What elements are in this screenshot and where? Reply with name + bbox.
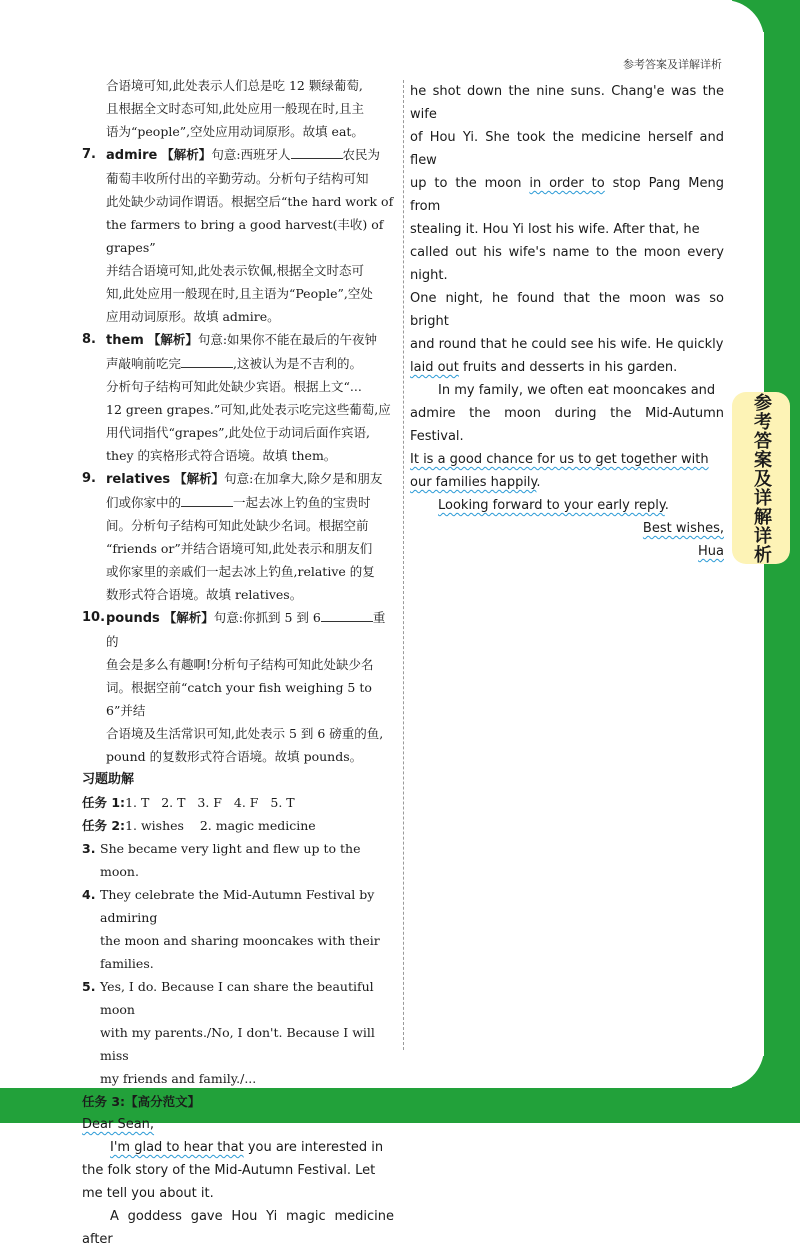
essay-paragraph-1	[82, 1136, 394, 1159]
item-line: 间。分析句子结构可知此处缺少名词。根据空前	[106, 518, 369, 533]
essay-text: .	[536, 475, 541, 490]
useful-phrase: I'm glad to hear that	[110, 1140, 244, 1155]
intro-line: 且根据全文时态可知,此处应用一般现在时,且主	[106, 101, 364, 116]
answer-item-7	[82, 143, 394, 328]
item-line: 鱼会是多么有趣啊!分析句子结构可知此处缺少名	[106, 657, 374, 672]
intro-line: 语为“people”,空处应用动词原形。故填 eat。	[106, 124, 364, 139]
item-line: 词。根据空前“catch your fish weighing 5 to 6”并结	[106, 680, 372, 718]
page-header-title: 参考答案及详解详析	[623, 58, 722, 71]
essay-signoff	[410, 517, 724, 540]
item-line: the moon and sharing mooncakes with their families.	[100, 933, 380, 971]
useful-phrase: Looking forward to your early reply	[438, 498, 665, 513]
item-text: 句意:西班牙人	[211, 147, 291, 162]
signoff-text: Best wishes,	[642, 521, 724, 536]
fill-blank	[321, 607, 373, 622]
right-column	[410, 80, 724, 563]
task-answers: 1. T 2. T 3. F 4. F 5. T	[125, 795, 295, 810]
item-number: 8.	[82, 332, 96, 347]
item-first-line	[106, 328, 394, 352]
task-label: 任务 1:	[82, 795, 126, 810]
task-2	[82, 814, 394, 837]
item-line: 葡萄丰收所付出的辛勤劳动。分析句子结构可知	[106, 171, 369, 186]
fill-blank	[181, 492, 233, 507]
intro-line: 合语境可知,此处表示人们总是吃 12 颗绿葡萄,	[106, 78, 363, 93]
useful-phrase: laid out	[410, 360, 459, 375]
essay-text: up to the moon	[410, 176, 530, 191]
item-line: 并结合语境可知,此处表示钦佩,根据全文时态可	[106, 263, 364, 278]
essay-closing	[410, 494, 724, 517]
essay-text: fruits and desserts in his garden.	[458, 360, 678, 375]
useful-phrase: our families happily	[410, 475, 537, 490]
fill-blank	[181, 353, 233, 368]
item-answer: pounds	[106, 611, 160, 626]
item-number: 5.	[82, 979, 96, 994]
item-text: 重的	[106, 610, 386, 649]
item-number: 3.	[82, 841, 96, 856]
answer-item-8	[82, 328, 394, 467]
analysis-tag: 【解析】	[163, 610, 214, 625]
task-label: 任务 2:	[82, 818, 126, 833]
essay-text: .	[664, 498, 669, 513]
analysis-tag: 【解析】	[161, 147, 212, 162]
section-title: 习题助解	[82, 772, 135, 787]
essay-line	[410, 448, 724, 471]
essay-line	[410, 172, 724, 218]
item-line: with my parents./No, I don't. Because I will miss	[100, 1025, 375, 1063]
item-number: 10.	[82, 610, 106, 625]
item-answer: relatives	[106, 472, 171, 487]
analysis-tag: 【解析】	[174, 471, 225, 486]
task-2-item-3	[82, 837, 394, 883]
item-answer: admire	[106, 148, 158, 163]
item-line: They celebrate the Mid-Autumn Festival by admiring	[100, 887, 375, 925]
essay-line	[410, 471, 724, 494]
analysis-tag: 【解析】	[147, 332, 198, 347]
signature-name: Hua	[698, 544, 724, 559]
useful-phrase: It is a good chance for us to get together with	[410, 452, 709, 467]
item-line: 数形式符合语境。故填 relatives。	[106, 587, 303, 602]
fill-blank	[291, 144, 343, 159]
task-3	[82, 1090, 394, 1113]
item-line: 用代词指代“grapes”,此处位于动词后面作宾语,	[106, 425, 370, 440]
task-1	[82, 791, 394, 814]
item-first-line	[106, 467, 394, 491]
item-number: 9.	[82, 471, 96, 486]
item-line: Yes, I do. Because I can share the beautiful moon	[100, 979, 374, 1017]
item-line: 应用动词原形。故填 admire。	[106, 309, 280, 324]
item-text: 声敲响前吃完	[106, 356, 182, 371]
answer-item-10	[82, 606, 394, 768]
item-line	[106, 491, 394, 514]
item-line: 合语境及生活常识可知,此处表示 5 到 6 磅重的鱼,	[106, 726, 384, 741]
essay-greeting	[82, 1113, 394, 1136]
item-text: 句意:你抓到 5 到 6	[213, 610, 321, 625]
item-text: 句意:在加拿大,除夕是和朋友	[224, 471, 383, 486]
item-text: 一起去冰上钓鱼的宝贵时	[233, 495, 371, 510]
side-tab-label: 参考答案及详解详析	[751, 392, 772, 564]
essay-paragraph-3: In my family, we often eat mooncakes and	[438, 383, 716, 398]
model-essay-start	[82, 1113, 394, 1251]
item-number: 4.	[82, 887, 96, 902]
item-answer: them	[106, 333, 144, 348]
task-2-item-5	[82, 975, 394, 1090]
item-line: they 的宾格形式符合语境。故填 them。	[106, 448, 337, 463]
item-line: 此处缺少动词作谓语。根据空后“the hard work of	[106, 194, 394, 209]
item-line: 分析句子结构可知此处缺少宾语。根据上文“...	[106, 379, 362, 394]
essay-line: stealing it. Hou Yi lost his wife. After that, he	[410, 222, 700, 237]
item-line: 或你家里的亲戚们一起去冰上钓鱼,relative 的复	[106, 564, 375, 579]
essay-line: One night, he found that the moon was so bright	[410, 291, 724, 329]
essay-text: you are interested in	[243, 1140, 384, 1155]
essay-line: the folk story of the Mid-Autumn Festival. Let	[82, 1163, 376, 1178]
column-divider	[403, 80, 404, 1050]
essay-text: stop Pang Meng from	[410, 176, 724, 214]
essay-line: called out his wife's name to the moon every night.	[410, 245, 724, 283]
model-essay-tag: 【高分范文】	[125, 1094, 201, 1109]
essay-line: me tell you about it.	[82, 1186, 214, 1201]
task-answers: 1. wishes 2. magic medicine	[125, 818, 316, 833]
item-line: the farmers to bring a good harvest(丰收) of grapes”	[106, 217, 384, 255]
item-line: “friends or”并结合语境可知,此处表示和朋友们	[106, 541, 373, 556]
essay-signature	[410, 540, 724, 563]
essay-line: of Hou Yi. She took the medicine herself and flew	[410, 130, 724, 168]
item-line: 知,此处应用一般现在时,且主语为“People”,空处	[106, 286, 373, 301]
essay-line: admire the moon during the Mid-Autumn Festival.	[410, 406, 724, 444]
item-line: my friends and family./...	[100, 1071, 257, 1086]
essay-line: he shot down the nine suns. Chang'e was the wife	[410, 84, 724, 122]
item-first-line	[106, 143, 394, 167]
essay-paragraph-2-start: A goddess gave Hou Yi magic medicine after	[82, 1209, 394, 1247]
essay-line	[410, 356, 724, 379]
item-text: 句意:如果你不能在最后的午夜钟	[197, 332, 378, 347]
item-text: 们或你家中的	[106, 495, 182, 510]
item-line: pound 的复数形式符合语境。故填 pounds。	[106, 749, 363, 764]
essay-line: and round that he could see his wife. He quickly	[410, 337, 724, 352]
item-line: She became very light and flew up to the moon.	[100, 841, 361, 879]
item-line	[106, 352, 394, 375]
item-line: 12 green grapes.”可知,此处表示吃完这些葡萄,应	[106, 402, 391, 417]
task-2-item-4	[82, 883, 394, 975]
answer-item-9	[82, 467, 394, 606]
useful-phrase: in order to	[529, 176, 605, 191]
left-column	[82, 74, 394, 1251]
item-text: ,这被认为是不吉利的。	[233, 356, 362, 371]
side-tab	[732, 392, 790, 564]
item-number: 7.	[82, 147, 96, 162]
essay-greeting-text: Dear Sean,	[82, 1117, 155, 1132]
item-first-line	[106, 606, 394, 653]
task-label: 任务 3:	[82, 1094, 126, 1109]
intro-paragraph	[82, 74, 394, 143]
item-text: 农民为	[342, 147, 381, 162]
